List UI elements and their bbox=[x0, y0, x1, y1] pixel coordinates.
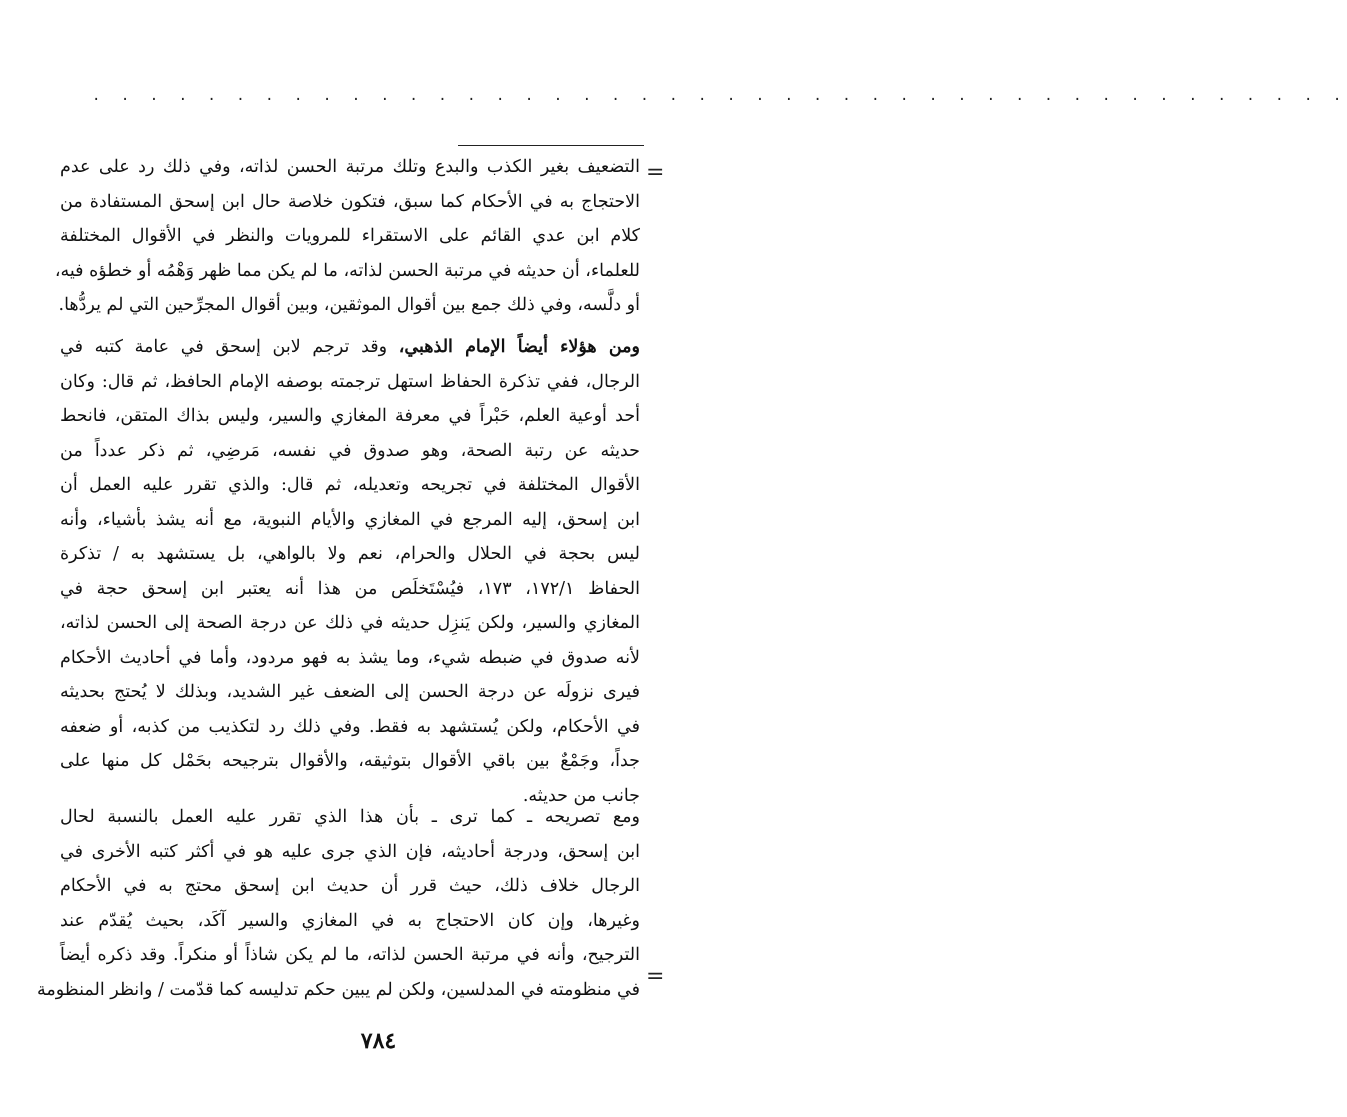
text-line: الترجيح، وأنه في مرتبة الحسن لذاته، ما لم يكن شاذاً أو منكراً. وقد ذكره أيضاً bbox=[60, 945, 640, 965]
text-line: أو دلَّسه، وفي ذلك جمع بين أقوال الموثقين، وبين أقوال المجرِّحين التي لم يردُّها. bbox=[58, 295, 640, 315]
text-line: فيرى نزولَه عن درجة الحسن إلى الضعف غير الشديد، وبذلك لا يُحتج بحديثه bbox=[60, 682, 640, 702]
text-line: في منظومته في المدلسين، ولكن لم يبين حكم تدليسه كما قدّمت / وانظر المنظومة bbox=[36, 979, 640, 1000]
text-line: وغيرها، وإن كان الاحتجاج به في المغازي والسير آكَد، بحيث يُقدّم عند bbox=[60, 910, 640, 931]
paragraph-2 bbox=[60, 330, 640, 813]
continuation-mark-top: = bbox=[646, 160, 665, 185]
paragraph-1 bbox=[54, 150, 640, 323]
text-line-lead bbox=[60, 330, 640, 365]
dotted-separator: . . . . . . . . . . . . . . . . . . . . . . . . . . . . . . . . . . . . . . . . . . . . bbox=[92, 88, 1347, 104]
text-line: جانب من حديثه. bbox=[522, 785, 640, 806]
text-line: للعلماء، أن حديثه في مرتبة الحسن لذاته، ما لم يكن مما ظهر وَهْمُه أو خطؤه فيه، bbox=[54, 260, 640, 281]
bold-lead: ومن هؤلاء أيضاً الإمام الذهبي، bbox=[398, 337, 640, 357]
text-line-rest: وقد ترجم لابن إسحق في عامة كتبه في bbox=[60, 337, 388, 357]
text-line: جداً، وجَمْعٌ بين باقي الأقوال بتوثيقه، والأقوال بترجيحه بحَمْل كل منها على bbox=[60, 751, 640, 771]
continuation-mark-bottom: = bbox=[646, 964, 665, 989]
text-line: أحد أوعية العلم، حَبْراً في معرفة المغازي والسير، وليس بذاك المتقن، فانحط bbox=[60, 406, 640, 426]
text-line: الرجال، ففي تذكرة الحفاظ استهل ترجمته بوصفه الإمام الحافظ، ثم قال: وكان bbox=[60, 371, 640, 392]
text-line: في الأحكام، ولكن يُستشهد به فقط. وفي ذلك رد لتكذيب من كذبه، أو ضعفه bbox=[60, 716, 640, 737]
text-line: ومع تصريحه ـ كما ترى ـ بأن هذا الذي تقرر عليه العمل بالنسبة لحال bbox=[60, 807, 640, 827]
text-line: الحفاظ ١٧٢/١، ١٧٣، فيُسْتَخلَص من هذا أنه يعتبر ابن إسحق حجة في bbox=[60, 578, 640, 599]
text-line: الأقوال المختلفة في تجريحه وتعديله، ثم قال: والذي تقرر عليه العمل أن bbox=[60, 475, 640, 495]
text-line: ابن إسحق، ودرجة أحاديثه، فإن الذي جرى عليه هو في أكثر كتبه الأخرى في bbox=[60, 841, 640, 862]
footnote-rule bbox=[458, 145, 644, 146]
text-line: لأنه صدوق في ضبطه شيء، وما يشذ به فهو مردود، وأما في أحاديث الأحكام bbox=[60, 647, 640, 668]
text-line: الاحتجاج به في الأحكام كما سبق، فتكون خلاصة حال ابن إسحق المستفادة من bbox=[60, 191, 640, 212]
text-line: ابن إسحق، إليه المرجع في المغازي والأيام النبوية، مع أنه يشذ بأشياء، وأنه bbox=[60, 509, 640, 530]
paragraph-3 bbox=[36, 800, 640, 1007]
text-line: المغازي والسير، ولكن يَنزِل حديثه في ذلك عن درجة الصحة إلى الحسن لذاته، bbox=[60, 613, 640, 633]
text-line: ليس بحجة في الحلال والحرام، نعم ولا بالواهي، بل يستشهد به / تذكرة bbox=[60, 544, 640, 564]
page-number: ٧٨٤ bbox=[360, 1028, 397, 1054]
text-line: التضعيف بغير الكذب والبدع وتلك مرتبة الحسن لذاته، وفي ذلك رد على عدم bbox=[60, 157, 640, 177]
text-line: حديثه عن رتبة الصحة، وهو صدوق في نفسه، مَرضِي، ثم ذكر عدداً من bbox=[60, 440, 640, 461]
text-line: الرجال خلاف ذلك، حيث قرر أن حديث ابن إسحق محتج به في الأحكام bbox=[60, 876, 640, 896]
text-line: كلام ابن عدي القائم على الاستقراء للمرويات والنظر في الأقوال المختلفة bbox=[60, 226, 640, 246]
